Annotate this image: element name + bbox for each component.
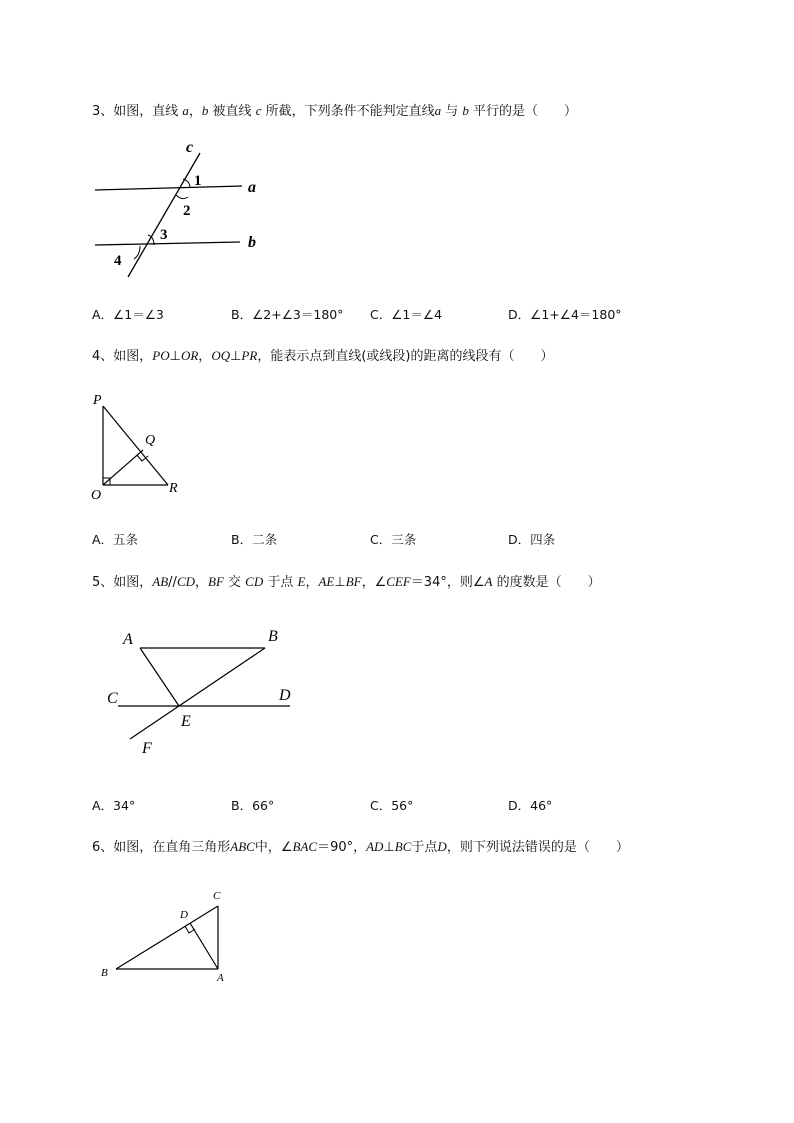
stem-run: ＝90°， <box>317 840 367 855</box>
label-2: 2 <box>183 203 191 219</box>
stem-run: 与 <box>441 104 463 119</box>
stem-run: ，∠ <box>361 575 387 590</box>
label-B: B <box>268 628 278 645</box>
label-a: a <box>248 179 256 196</box>
stem-run: 于点 <box>263 575 298 590</box>
option-5d: D．46° <box>508 798 553 813</box>
option-5c: C．56° <box>370 798 414 813</box>
stem-run: b <box>201 103 209 118</box>
stem-run: D <box>437 839 447 854</box>
option-5a: A．34° <box>92 798 136 813</box>
label-b: b <box>248 234 256 251</box>
stem-run: OQ <box>211 348 231 363</box>
stem-run: a <box>182 103 189 118</box>
stem-run: AD <box>366 839 384 854</box>
option-3a: A．∠1＝∠3 <box>92 307 164 322</box>
option-4c: C．三条 <box>370 532 417 547</box>
stem-run: ， <box>198 349 212 364</box>
label-A: A <box>123 631 133 648</box>
stem-run: ABC <box>230 839 255 854</box>
label-O: O <box>91 488 102 503</box>
stem-run: ＝34°，则∠ <box>410 575 485 590</box>
label-D: D <box>180 909 188 921</box>
label-C: C <box>107 690 118 707</box>
label-F: F <box>142 740 152 757</box>
stem-run: 3、如图，直线 <box>92 104 183 119</box>
label-D: D <box>279 687 291 704</box>
stem-run: ， <box>195 575 209 590</box>
question-6-stem <box>92 836 629 855</box>
label-c: c <box>186 139 194 156</box>
stem-run: CD <box>176 574 195 589</box>
stem-run: AB <box>152 574 169 589</box>
option-4d: D．四条 <box>508 532 556 547</box>
option-3d: D．∠1+∠4＝180° <box>508 307 622 322</box>
stem-run: a <box>434 103 442 118</box>
stem-run: ， <box>188 104 202 119</box>
stem-run: ，能表示点到直线(或线段)的距离的线段有（ ） <box>257 349 554 364</box>
question-4-figure <box>88 388 198 503</box>
option-4a: A．五条 <box>92 532 139 547</box>
stem-run: ⊥ <box>334 575 346 590</box>
stem-run: BAC <box>292 839 318 854</box>
question-6-figure <box>96 886 246 986</box>
stem-run: 4、如图， <box>92 349 153 364</box>
label-C: C <box>213 890 221 902</box>
stem-run: 所截，下列条件不能判定直线 <box>261 104 435 119</box>
label-A: A <box>217 972 224 984</box>
stem-run: BF <box>208 574 224 589</box>
label-E: E <box>181 713 191 730</box>
stem-run: 中，∠ <box>254 840 293 855</box>
stem-run: 平行的是（ ） <box>468 104 578 119</box>
label-3: 3 <box>160 227 168 243</box>
stem-run: ，则下列说法错误的是（ ） <box>446 840 629 855</box>
label-Q: Q <box>145 433 156 448</box>
option-3c: C．∠1＝∠4 <box>370 307 443 322</box>
stem-run: ⊥ <box>383 840 395 855</box>
stem-run: BF <box>345 574 362 589</box>
stem-run: PO <box>152 348 170 363</box>
stem-run: OR <box>180 348 199 363</box>
label-1: 1 <box>194 173 202 189</box>
stem-run: // <box>168 575 177 590</box>
option-4b: B．二条 <box>231 532 278 547</box>
stem-run: ， <box>305 575 319 590</box>
option-5b: B．66° <box>231 798 275 813</box>
question-3-stem <box>92 100 577 119</box>
stem-run: ⊥ <box>169 349 181 364</box>
stem-run: 的度数是（ ） <box>492 575 601 590</box>
label-P: P <box>93 393 102 408</box>
stem-run: 交 <box>223 575 246 590</box>
label-R: R <box>169 481 178 496</box>
question-4-stem <box>92 345 553 364</box>
stem-run: 被直线 <box>208 104 256 119</box>
label-4: 4 <box>114 253 122 269</box>
stem-run: CEF <box>386 574 411 589</box>
question-5-stem <box>92 571 601 590</box>
stem-run: PR <box>241 348 258 363</box>
stem-run: BC <box>394 839 412 854</box>
stem-run: ⊥ <box>230 349 242 364</box>
label-B: B <box>101 967 108 979</box>
stem-run: c <box>255 103 262 118</box>
question-3-figure <box>90 135 270 280</box>
stem-run: b <box>462 103 469 118</box>
stem-run: A <box>484 574 493 589</box>
stem-run: 6、如图，在直角三角形 <box>92 840 231 855</box>
stem-run: CD <box>245 574 264 589</box>
stem-run: 5、如图， <box>92 575 153 590</box>
question-5-figure <box>100 622 320 762</box>
option-3b: B．∠2+∠3＝180° <box>231 307 344 322</box>
stem-run: 于点 <box>411 840 438 855</box>
stem-run: E <box>297 574 306 589</box>
stem-run: AE <box>318 574 335 589</box>
